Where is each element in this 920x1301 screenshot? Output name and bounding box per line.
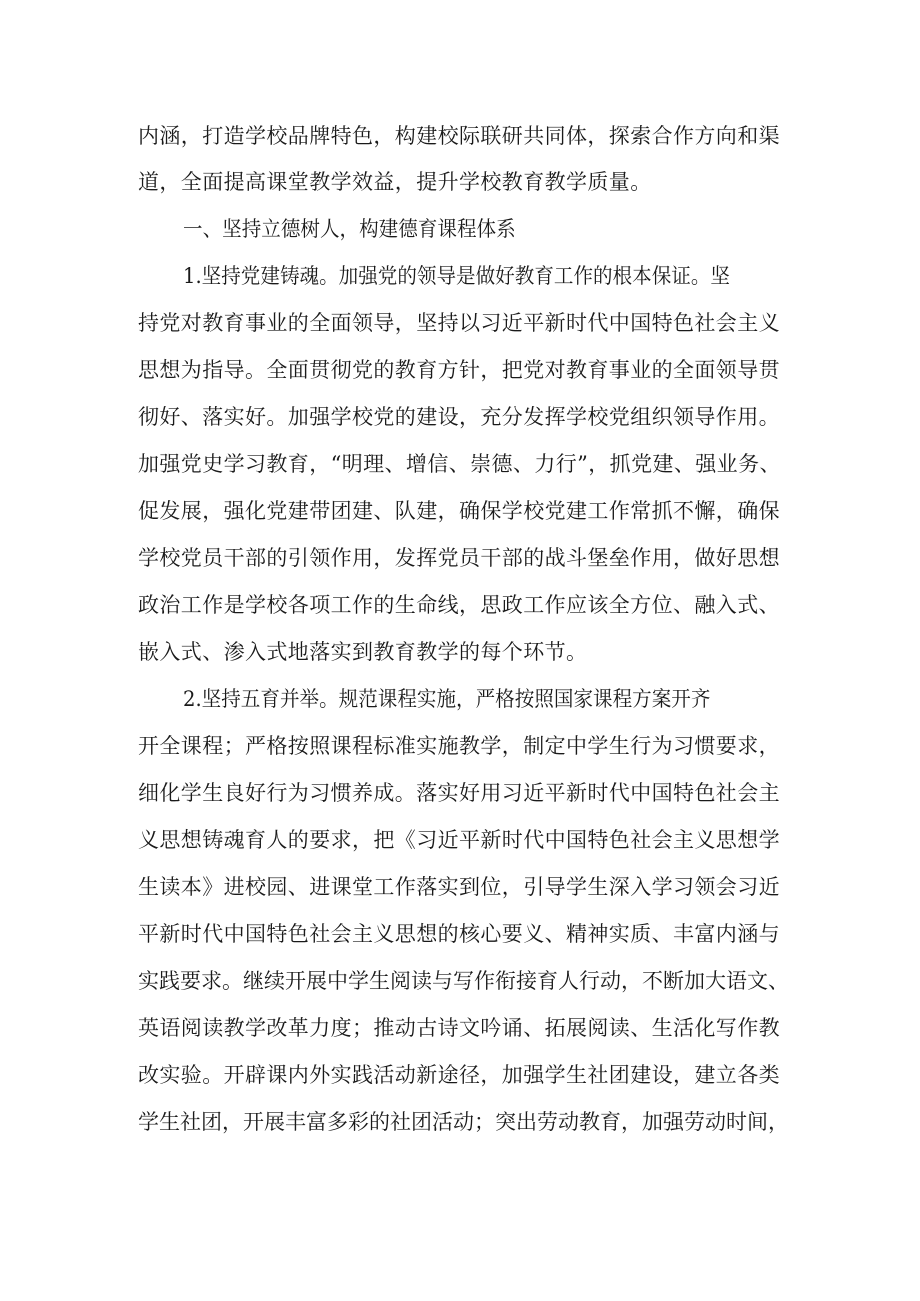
paragraph-line: 政治工作是学校各项工作的生命线，思政工作应该全方位、融入式、 [138, 593, 780, 617]
paragraph-line: 1.坚持党建铸魂。加强党的领导是做好教育工作的根本保证。坚 [183, 264, 731, 288]
paragraph-line: 内涵，打造学校品牌特色，构建校际联研共同体，探索合作方向和渠 [138, 124, 780, 148]
paragraph-line: 生读本》进校园、进课堂工作落实到位，引导学生深入学习领会习近 [138, 875, 780, 899]
paragraph-line: 学生社团，开展丰富多彩的社团活动；突出劳动教育，加强劳动时间， [138, 1110, 789, 1134]
paragraph-line: 持党对教育事业的全面领导，坚持以习近平新时代中国特色社会主义 [138, 311, 780, 335]
paragraph-line: 实践要求。继续开展中学生阅读与写作衔接育人行动，不断加大语文、 [138, 969, 789, 993]
paragraph-line: 促发展，强化党建带团建、队建，确保学校党建工作常抓不懈，确保 [138, 499, 780, 523]
paragraph-line: 加强党史学习教育，“明理、增信、崇德、力行”，抓党建、强业务、 [138, 452, 781, 476]
section-heading: 一、坚持立德树人，构建德育课程体系 [183, 217, 516, 241]
paragraph-line: 嵌入式、渗入式地落实到教育教学的每个环节。 [138, 640, 588, 664]
paragraph-line: 改实验。开辟课内外实践活动新途径，加强学生社团建设，建立各类 [138, 1063, 780, 1087]
paragraph-line: 2.坚持五育并举。规范课程实施，严格按照国家课程方案开齐 [183, 687, 711, 711]
paragraph-line: 英语阅读教学改革力度；推动古诗文吟诵、拓展阅读、生活化写作教 [138, 1016, 780, 1040]
paragraph-line: 学校党员干部的引领作用，发挥党员干部的战斗堡垒作用，做好思想 [138, 546, 780, 570]
paragraph-line: 彻好、落实好。加强学校党的建设，充分发挥学校党组织领导作用。 [138, 405, 780, 429]
paragraph-line: 道，全面提高课堂教学效益，提升学校教育教学质量。 [138, 170, 652, 194]
paragraph-line: 思想为指导。全面贯彻党的教育方针，把党对教育事业的全面领导贯 [138, 358, 780, 382]
paragraph-line: 开全课程；严格按照课程标准实施教学，制定中学生行为习惯要求， [138, 734, 780, 758]
paragraph-line: 平新时代中国特色社会主义思想的核心要义、精神实质、丰富内涵与 [138, 922, 780, 946]
paragraph-line: 义思想铸魂育人的要求，把《习近平新时代中国特色社会主义思想学 [138, 828, 780, 852]
paragraph-line: 细化学生良好行为习惯养成。落实好用习近平新时代中国特色社会主 [138, 781, 780, 805]
